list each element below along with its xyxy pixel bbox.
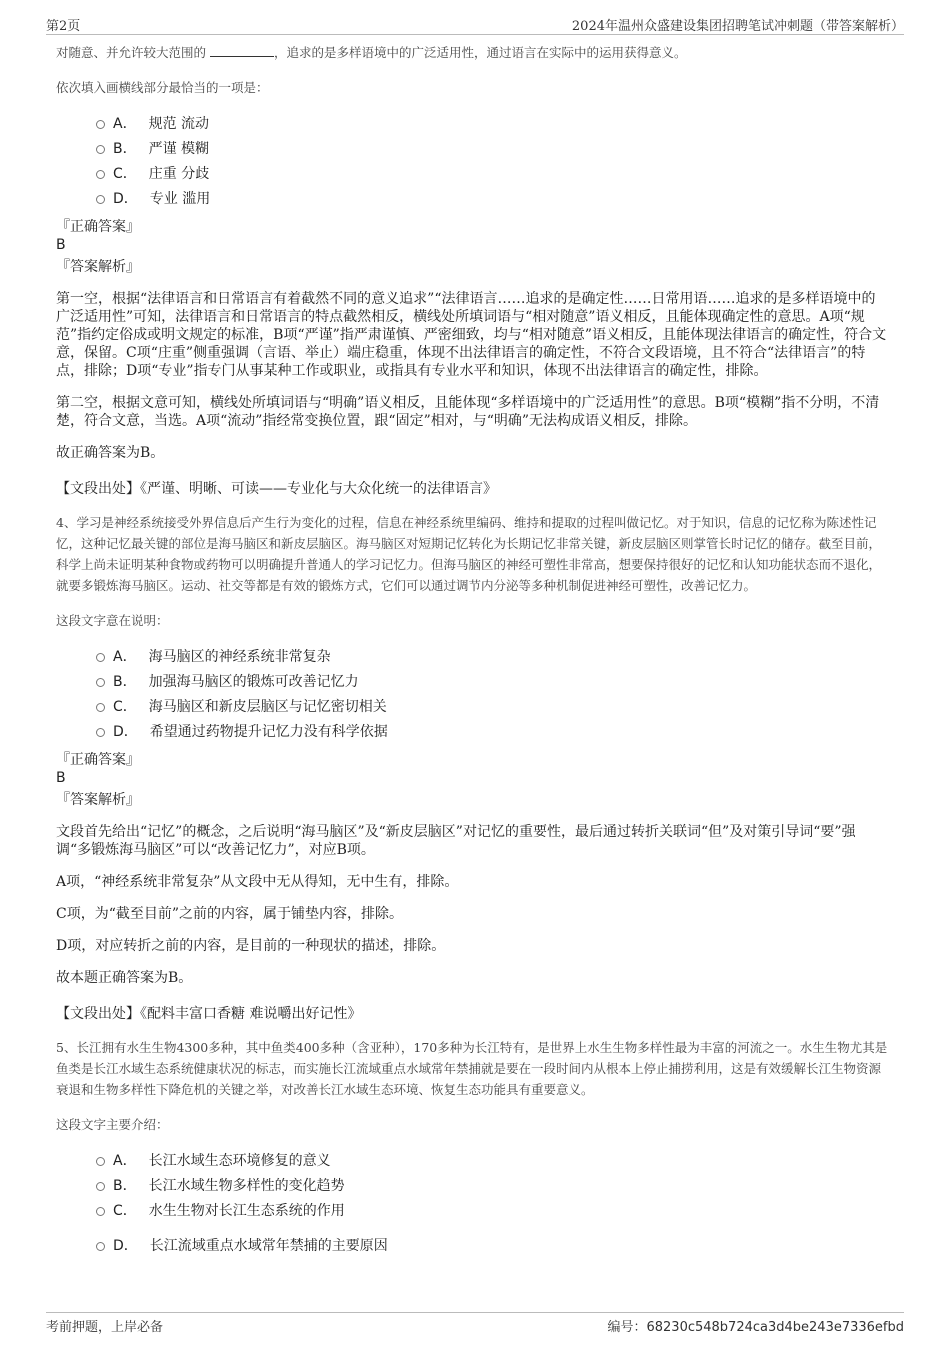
- page-footer: [46, 1312, 904, 1335]
- q4-analysis-5: 故本题正确答案为B。: [56, 970, 193, 986]
- q4-analysis-label: 『答案解析』: [56, 792, 140, 808]
- q4-analysis-1: 文段首先给出“记忆”的概念，之后说明“海马脑区”及“新皮层脑区”对记忆的重要性，最后通过转折关联词“但”及对策引导词“要”强调“多锻炼海马脑区”可以“改善记忆力”，对应B项。: [56, 824, 856, 858]
- q3-option-a[interactable]: [96, 112, 888, 137]
- q5-option-a[interactable]: [96, 1149, 888, 1174]
- radio-icon[interactable]: [96, 678, 105, 687]
- option-letter: C．: [113, 1203, 137, 1219]
- q3-stem: [56, 42, 888, 63]
- q5-options: [96, 1149, 888, 1259]
- q3-analysis-1: 第一空，根据“法律语言和日常语言有着截然不同的意义追求”“法律语言……追求的是确定性……日常用语……追求的是多样语境中的广泛适用性”可知，法律语言和日常语言的特点截然相反，横线处所填词语与“相对随意”语义相反，且能体现确定性的意思。A项“规范”指约定俗成或明文规定的标准，B项“严谨”指严肃谨慎、严密细致，均与“相对随意”语义相反，且能体现法律语言的确定性，符合文意，保留。C项“庄重”侧重强调（言语、举止）端庄稳重，体现不出法律语言的确定性，不符合文段语境，且不符合“法律语言”的特点，排除；D项“专业”指专门从事某种工作或职业，或指具有专业水平和知识，体现不出法律语言的确定性，排除。: [56, 291, 887, 379]
- q5-prompt: 这段文字主要介绍：: [56, 1117, 169, 1132]
- q3-option-c[interactable]: [96, 162, 888, 187]
- q4-analysis-4: D项，对应转折之前的内容，是目前的一种现状的描述，排除。: [56, 938, 446, 954]
- option-text: 专业 滥用: [149, 191, 211, 207]
- q4-options: [96, 645, 888, 745]
- q4-stem: 4、学习是神经系统接受外界信息后产生行为变化的过程，信息在神经系统里编码、维持和提取的过程叫做记忆。对于知识，信息的记忆称为陈述性记忆，这种记忆最关键的部位是海马脑区和新皮层脑区。海马脑区对短期记忆转化为长期记忆非常关键，新皮层脑区则掌管长时记忆的储存。截至目前，科学上尚未证明某种食物或药物可以明确提升普通人的学习记忆力。但海马脑区的神经可塑性非常高，想要保持很好的记忆和认知功能状态而不退化，就要多锻炼海马脑区。运动、社交等都是有效的锻炼方式，它们可以通过调节内分泌等多种机制促进神经可塑性，改善记忆力。: [56, 515, 882, 593]
- radio-icon[interactable]: [96, 728, 105, 737]
- q4-source: [56, 1005, 888, 1023]
- fill-blank: [210, 44, 274, 57]
- option-letter: B．: [113, 1178, 137, 1194]
- q4-option-b[interactable]: [96, 670, 888, 695]
- q3-analysis-2: 第二空，根据文意可知，横线处所填词语与“明确”语义相反，且能体现“多样语境中的广泛适用性”的意思。B项“模糊”指不分明，不清楚，符合文意，当选。A项“流动”指经常变换位置，跟“固定”相对，与“明确”无法构成语义相反，排除。: [56, 395, 880, 429]
- radio-icon[interactable]: [96, 703, 105, 712]
- q3-answer-label: 『正确答案』: [56, 219, 140, 235]
- option-letter: A．: [113, 649, 137, 665]
- option-text: 长江水域生物多样性的变化趋势: [148, 1178, 345, 1194]
- option-text: 加强海马脑区的锻炼可改善记忆力: [148, 674, 359, 690]
- option-text: 规范 流动: [148, 116, 210, 132]
- option-letter: B．: [113, 674, 137, 690]
- q5-option-c[interactable]: [96, 1199, 888, 1224]
- option-text: 水生生物对长江生态系统的作用: [148, 1203, 345, 1219]
- q3-source: [56, 480, 888, 498]
- radio-icon[interactable]: [96, 145, 105, 154]
- page-content: [56, 42, 888, 1259]
- q3-stem-before: 对随意、并允许较大范围的: [56, 45, 207, 60]
- document-title: 2024年温州众盛建设集团招聘笔试冲刺题（带答案解析）: [571, 19, 904, 34]
- source-label: 【文段出处】: [56, 481, 140, 497]
- radio-icon[interactable]: [96, 120, 105, 129]
- option-letter: D．: [113, 191, 138, 207]
- option-letter: D．: [113, 1238, 138, 1254]
- radio-icon[interactable]: [96, 170, 105, 179]
- option-letter: A．: [113, 116, 137, 132]
- source-title: 《配料丰富口香糖 难说嚼出好记性》: [140, 1006, 362, 1022]
- option-letter: B．: [113, 141, 137, 157]
- option-text: 海马脑区和新皮层脑区与记忆密切相关: [148, 699, 387, 715]
- radio-icon[interactable]: [96, 653, 105, 662]
- q3-analysis-label: 『答案解析』: [56, 259, 140, 275]
- option-letter: A．: [113, 1153, 137, 1169]
- q3-analysis-3: 故正确答案为B。: [56, 445, 165, 461]
- option-text: 庄重 分歧: [148, 166, 210, 182]
- q3-prompt: 依次填入画横线部分最恰当的一项是：: [56, 80, 269, 95]
- q5-option-d[interactable]: [96, 1234, 888, 1259]
- q4-option-a[interactable]: [96, 645, 888, 670]
- q4-analysis-2: A项，“神经系统非常复杂”从文段中无从得知，无中生有，排除。: [56, 874, 459, 890]
- source-title: 《严谨、明晰、可读——专业化与大众化统一的法律语言》: [140, 481, 497, 497]
- option-text: 长江水域生态环境修复的意义: [148, 1153, 331, 1169]
- radio-icon[interactable]: [96, 1182, 105, 1191]
- q3-options: [96, 112, 888, 212]
- radio-icon[interactable]: [96, 195, 105, 204]
- option-text: 严谨 模糊: [148, 141, 210, 157]
- option-text: 希望通过药物提升记忆力没有科学依据: [149, 724, 388, 740]
- radio-icon[interactable]: [96, 1207, 105, 1216]
- q4-option-c[interactable]: [96, 695, 888, 720]
- q5-stem: 5、长江拥有水生生物4300多种，其中鱼类400多种（含亚种），170多种为长江特有，是世界上水生生物多样性最为丰富的河流之一。水生生物尤其是鱼类是长江水域生态系统健康状况的标志，而实施长江流域重点水域常年禁捕就是要在一段时间内从根本上停止捕捞利用，这是有效缓解长江生物资源衰退和生物多样性下降危机的关键之举，对改善长江水域生态环境、恢复生态功能具有重要意义。: [56, 1040, 888, 1097]
- option-text: 长江流域重点水域常年禁捕的主要原因: [149, 1238, 388, 1254]
- footer-slogan: 考前押题，上岸必备: [46, 1320, 164, 1335]
- source-label: 【文段出处】: [56, 1006, 140, 1022]
- document-id: 编号：68230c548b724ca3d4be243e7336efbd: [607, 1320, 904, 1335]
- option-letter: D．: [113, 724, 138, 740]
- page-number: 第2页: [46, 19, 81, 34]
- q3-option-d[interactable]: [96, 187, 888, 212]
- q3-answer: B: [56, 237, 66, 253]
- q3-stem-after: ，追求的是多样语境中的广泛适用性，通过语言在实际中的运用获得意义。: [274, 45, 687, 60]
- q3-option-b[interactable]: [96, 137, 888, 162]
- radio-icon[interactable]: [96, 1157, 105, 1166]
- page-header: [46, 12, 904, 35]
- q4-prompt: 这段文字意在说明：: [56, 613, 169, 628]
- option-letter: C．: [113, 166, 137, 182]
- option-text: 海马脑区的神经系统非常复杂: [148, 649, 331, 665]
- q4-answer: B: [56, 770, 66, 786]
- radio-icon[interactable]: [96, 1242, 105, 1251]
- q5-option-b[interactable]: [96, 1174, 888, 1199]
- option-letter: C．: [113, 699, 137, 715]
- q4-analysis-3: C项，为“截至目前”之前的内容，属于铺垫内容，排除。: [56, 906, 404, 922]
- q4-option-d[interactable]: [96, 720, 888, 745]
- q4-answer-label: 『正确答案』: [56, 752, 140, 768]
